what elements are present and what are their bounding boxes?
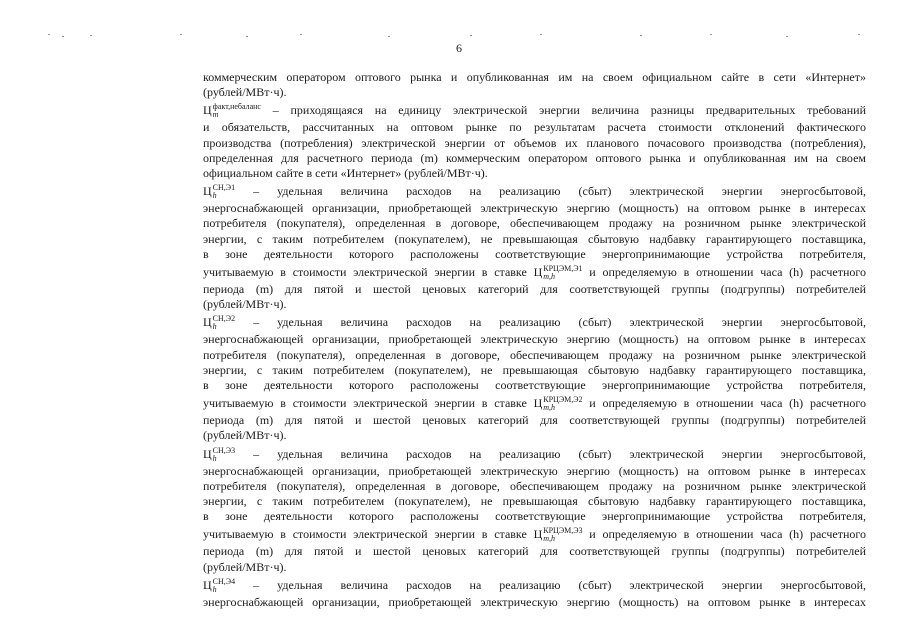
- definition-paragraph-sn-e2: [203, 312, 866, 443]
- text-line: Ц факт,небаланс m – приходящаяся на единицу электрической энергии величина разницы предварительных требований: [203, 102, 867, 120]
- page-number: 6: [456, 41, 462, 55]
- formula-symbol: Ц КРЦЭМ,Э3 m,h: [533, 526, 583, 544]
- text-line: периода (m) для пятой и шестой ценовых категорий для соответствующей группы (подгруппы) потребителей: [203, 282, 866, 297]
- text-line: (рублей/МВт·ч).: [203, 428, 287, 443]
- formula-symbol: Ц СН,Э3 h: [203, 445, 236, 463]
- text-line: (рублей/МВт·ч).: [203, 559, 287, 574]
- definition-paragraph-fact-imbalance: [203, 100, 866, 181]
- text-line: энергоснабжающей организации, приобретающей электрическую энергию (мощность) на оптовом рынке в интересах: [203, 332, 866, 347]
- text-line: коммерческим оператором оптового рынка и опубликованная им на своем официальном сайте в сети «Интернет»: [203, 70, 866, 84]
- text-line: периода (m) для пятой и шестой ценовых категорий для соответствующей группы (подгруппы) потребителей: [203, 413, 866, 428]
- text-line: потребителя (покупателя), определенная в договоре, обеспечивающем продажу на розничном рынке электрической: [203, 216, 866, 231]
- definition-paragraph-sn-e1: [203, 181, 866, 312]
- text-line: Ц СН,Э1 h – удельная величина расходов на реализацию (сбыт) электрической энергии энергосбытовой,: [203, 183, 867, 201]
- text-line: энергоснабжающей организации, приобретающей электрическую энергию (мощность) на оптовом рынке в интересах: [203, 594, 866, 609]
- text-line: определенная для расчетного периода (m) коммерческим оператором оптового рынка и опубликованная им на своем: [203, 150, 866, 165]
- formula-symbol: Ц СН,Э1 h: [203, 183, 236, 201]
- text-line: Ц СН,Э4 h – удельная величина расходов на реализацию (сбыт) электрической энергии энергосбытовой,: [203, 576, 867, 594]
- text-line: (рублей/МВт·ч).: [203, 85, 287, 100]
- text-line: энергоснабжающей организации, приобретающей электрическую энергию (мощность) на оптовом рынке в интересах: [203, 201, 866, 216]
- text-line: Ц СН,Э3 h – удельная величина расходов на реализацию (сбыт) электрической энергии энергосбытовой,: [203, 445, 867, 463]
- text-line: официальном сайте в сети «Интернет» (рублей/МВт·ч).: [203, 166, 488, 181]
- definition-paragraph-sn-e4: [203, 575, 866, 610]
- intro-paragraph: [203, 70, 866, 100]
- text-line: энергии, с таким потребителем (покупателем), не превышающая сбытовую надбавку гарантирующего поставщика,: [203, 231, 866, 246]
- text-line: потребителя (покупателя), определенная в договоре, обеспечивающем продажу на розничном рынке электрической: [203, 478, 866, 493]
- text-line: энергии, с таким потребителем (покупателем), не превышающая сбытовую надбавку гарантирующего поставщика,: [203, 494, 866, 509]
- formula-symbol: Ц факт,небаланс m: [203, 102, 261, 120]
- text-line: производства (потребления) электрической энергии от объемов их планового почасового производства (потребления),: [203, 135, 866, 150]
- text-line: и обязательств, рассчитанных на оптовом рынке по результатам расчета стоимости отклонений фактического: [203, 120, 866, 135]
- formula-symbol: Ц КРЦЭМ,Э2 m,h: [533, 395, 583, 413]
- text-line: в зоне деятельности которого расположены соответствующие энергопринимающие устройства потребителя,: [203, 509, 866, 524]
- document-body: [203, 70, 866, 610]
- text-line: (рублей/МВт·ч).: [203, 297, 287, 312]
- text-line: учитываемую в стоимости электрической энергии в ставке Ц КРЦЭМ,Э3 m,h и определяемую в отношении часа (h) расчетного: [203, 526, 867, 544]
- definition-paragraph-sn-e3: [203, 444, 866, 575]
- text-line: Ц СН,Э2 h – удельная величина расходов на реализацию (сбыт) электрической энергии энергосбытовой,: [203, 314, 867, 332]
- text-line: в зоне деятельности которого расположены соответствующие энергопринимающие устройства потребителя,: [203, 378, 866, 393]
- formula-symbol: Ц СН,Э4 h: [203, 576, 236, 594]
- text-line: потребителя (покупателя), определенная в договоре, обеспечивающем продажу на розничном рынке электрической: [203, 347, 866, 362]
- text-line: учитываемую в стоимости электрической энергии в ставке Ц КРЦЭМ,Э1 m,h и определяемую в отношении часа (h) расчетного: [203, 264, 867, 282]
- text-line: в зоне деятельности которого расположены соответствующие энергопринимающие устройства потребителя,: [203, 246, 866, 261]
- text-line: периода (m) для пятой и шестой ценовых категорий для соответствующей группы (подгруппы) потребителей: [203, 544, 866, 559]
- formula-symbol: Ц КРЦЭМ,Э1 m,h: [533, 264, 583, 282]
- text-line: энергии, с таким потребителем (покупателем), не превышающая сбытовую надбавку гарантирующего поставщика,: [203, 362, 866, 377]
- text-line: учитываемую в стоимости электрической энергии в ставке Ц КРЦЭМ,Э2 m,h и определяемую в отношении часа (h) расчетного: [203, 395, 867, 413]
- text-line: энергоснабжающей организации, приобретающей электрическую энергию (мощность) на оптовом рынке в интересах: [203, 463, 866, 478]
- formula-symbol: Ц СН,Э2 h: [203, 314, 236, 332]
- scan-artifacts: [0, 32, 905, 40]
